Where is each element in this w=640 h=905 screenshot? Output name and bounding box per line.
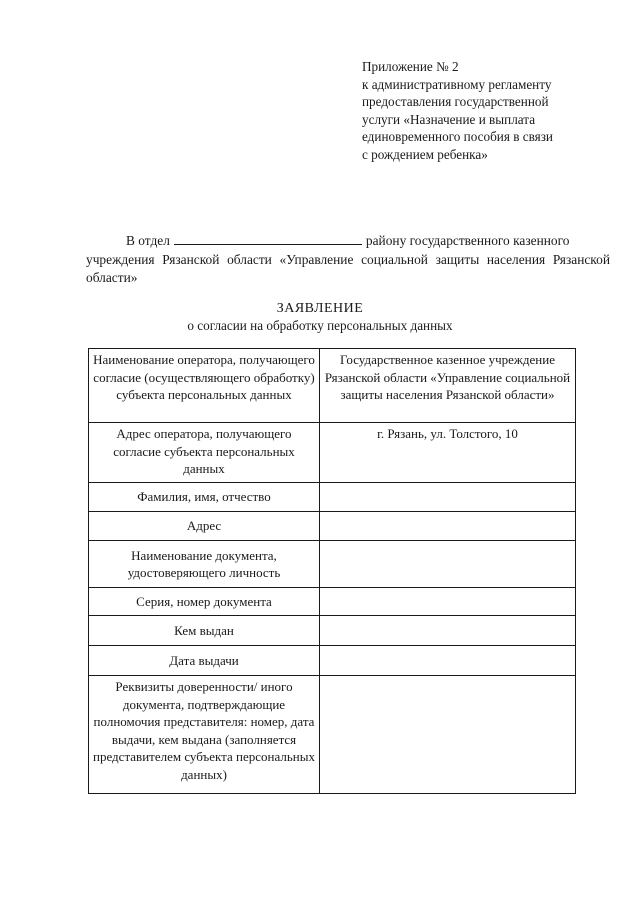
document-title: ЗАЯВЛЕНИЕ — [276, 301, 364, 316]
row-value-field[interactable] — [320, 676, 576, 794]
row-label: Фамилия, имя, отчество — [89, 483, 320, 512]
row-label: Кем выдан — [89, 616, 320, 646]
appendix-line: к административному регламенту — [362, 76, 552, 92]
table-row — [89, 541, 576, 588]
appendix-line: предоставления государственной — [362, 94, 549, 109]
table-row — [89, 423, 576, 483]
department-blank-line[interactable] — [174, 232, 362, 245]
row-value-field[interactable] — [320, 541, 576, 588]
row-value-field[interactable] — [320, 483, 576, 512]
appendix-line: с рождением ребенка» — [362, 146, 488, 162]
addressee-prefix: В отдел — [126, 233, 170, 248]
row-value-field[interactable] — [320, 616, 576, 646]
table-row — [89, 676, 576, 794]
table-row — [89, 646, 576, 676]
appendix-line: услуги «Назначение и выплата — [362, 111, 536, 127]
row-label: Наименование документа, удостоверяющего личность — [89, 541, 320, 588]
row-label: Серия, номер документа — [89, 588, 320, 616]
table-row — [89, 349, 576, 423]
document-subtitle: о согласии на обработку персональных данных — [187, 318, 453, 333]
row-label: Наименование оператора, получающего согласие (осуществляющего обработку) субъекта персональных данных — [89, 349, 320, 423]
table-row — [89, 588, 576, 616]
addressee-rest: учреждения Рязанской области «Управление социальной защиты населения Рязанской области» — [86, 251, 610, 285]
table-row — [89, 512, 576, 541]
row-value-field[interactable] — [320, 512, 576, 541]
consent-table — [88, 348, 576, 794]
addressee-paragraph — [86, 232, 610, 288]
table-row — [89, 483, 576, 512]
row-label: Адрес оператора, получающего согласие субъекта персональных данных — [89, 423, 320, 483]
row-value-field[interactable] — [320, 646, 576, 676]
row-value-field[interactable] — [320, 588, 576, 616]
row-value: г. Рязань, ул. Толстого, 10 — [320, 423, 576, 483]
row-label: Реквизиты доверенности/ иного документа, подтверждающие полномочия представителя: номер, дата выдачи, кем выдана (заполняется представителем субъекта персональных данных) — [89, 676, 320, 794]
row-label: Дата выдачи — [89, 646, 320, 676]
appendix-header — [362, 58, 617, 163]
appendix-line: Приложение № 2 — [362, 59, 459, 74]
addressee-suffix: району государственного казенного — [365, 233, 570, 248]
table-row — [89, 616, 576, 646]
row-label: Адрес — [89, 512, 320, 541]
row-value: Государственное казенное учреждение Рязанской области «Управление социальной защиты населения Рязанской области» — [320, 349, 576, 423]
appendix-line: единовременного пособия в связи — [362, 129, 553, 144]
